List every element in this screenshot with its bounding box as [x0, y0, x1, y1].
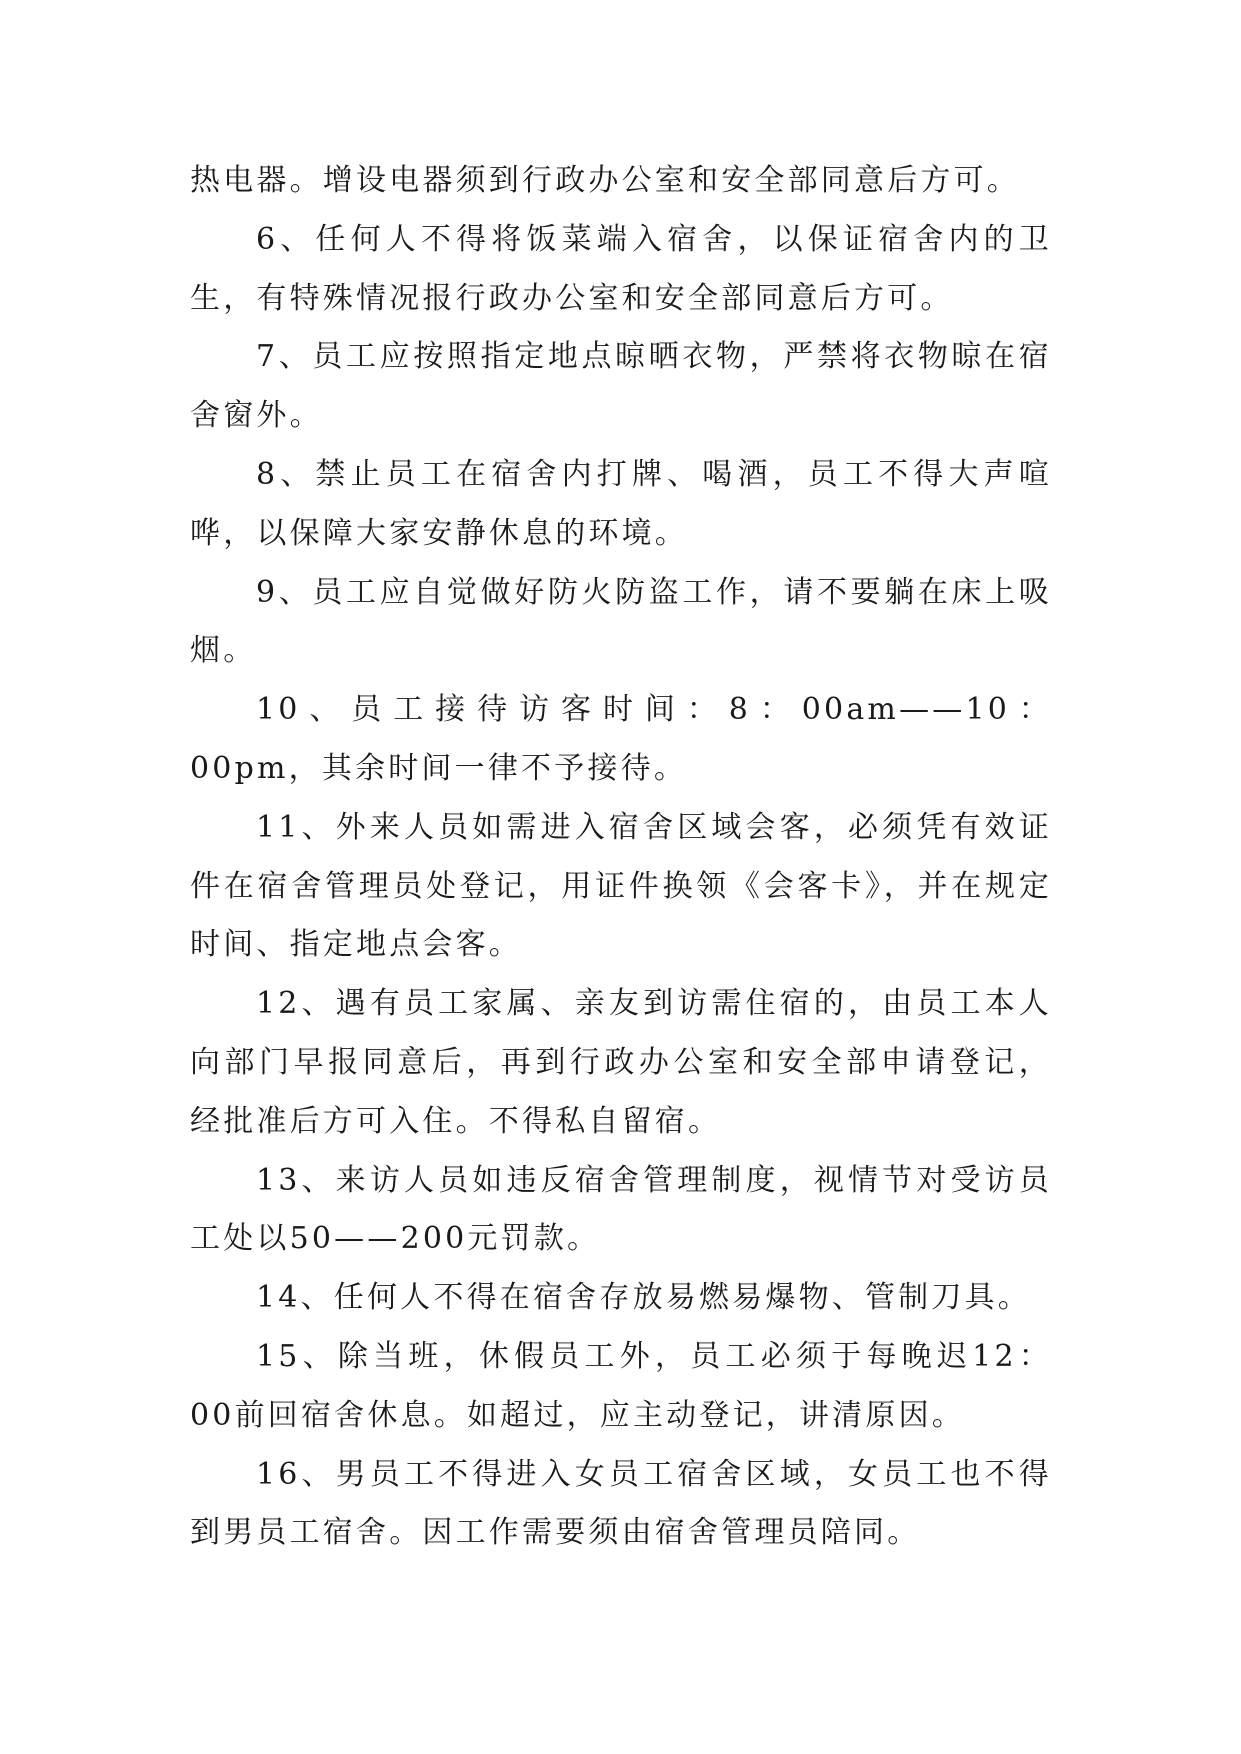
paragraph-continued: 热电器。增设电器须到行政办公室和安全部同意后方可。 [190, 163, 1020, 198]
paragraph-item-15: 15、除当班，休假员工外，员工必须于每晚迟12：00前回宿舍休息。如超过，应主动登记，讲清原因。 [190, 1338, 1052, 1433]
paragraph-item-9: 9、员工应自觉做好防火防盗工作，请不要躺在床上吸烟。 [190, 574, 1052, 669]
paragraph-item-7: 7、员工应按照指定地点晾晒衣物，严禁将衣物晾在宿舍窗外。 [190, 339, 1052, 434]
paragraph-item-14: 14、任何人不得在宿舍存放易燃易爆物、管制刀具。 [256, 1280, 1031, 1316]
paragraph-item-11: 11、外来人员如需进入宿舍区域会客，必须凭有效证件在宿舍管理员处登记，用证件换领《会客卡》，并在规定时间、指定地点会客。 [190, 809, 1052, 963]
paragraph-item-8: 8、禁止员工在宿舍内打牌、喝酒，员工不得大声喧哗，以保障大家安静休息的环境。 [190, 456, 1052, 551]
document-page [190, 152, 1052, 1563]
paragraph-item-10: 10、员工接待访客时间：8：00am——10：00pm，其余时间一律不予接待。 [190, 692, 1052, 786]
paragraph-item-6: 6、任何人不得将饭菜端入宿舍，以保证宿舍内的卫生，有特殊情况报行政办公室和安全部同意后方可。 [190, 221, 1052, 316]
paragraph-item-12: 12、遇有员工家属、亲友到访需住宿的，由员工本人向部门早报同意后，再到行政办公室和安全部申请登记，经批准后方可入住。不得私自留宿。 [190, 986, 1052, 1139]
paragraph-item-16: 16、男员工不得进入女员工宿舍区域，女员工也不得到男员工宿舍。因工作需要须由宿舍管理员陪同。 [190, 1456, 1052, 1551]
paragraph-item-13: 13、来访人员如违反宿舍管理制度，视情节对受访员工处以50——200元罚款。 [190, 1162, 1052, 1257]
